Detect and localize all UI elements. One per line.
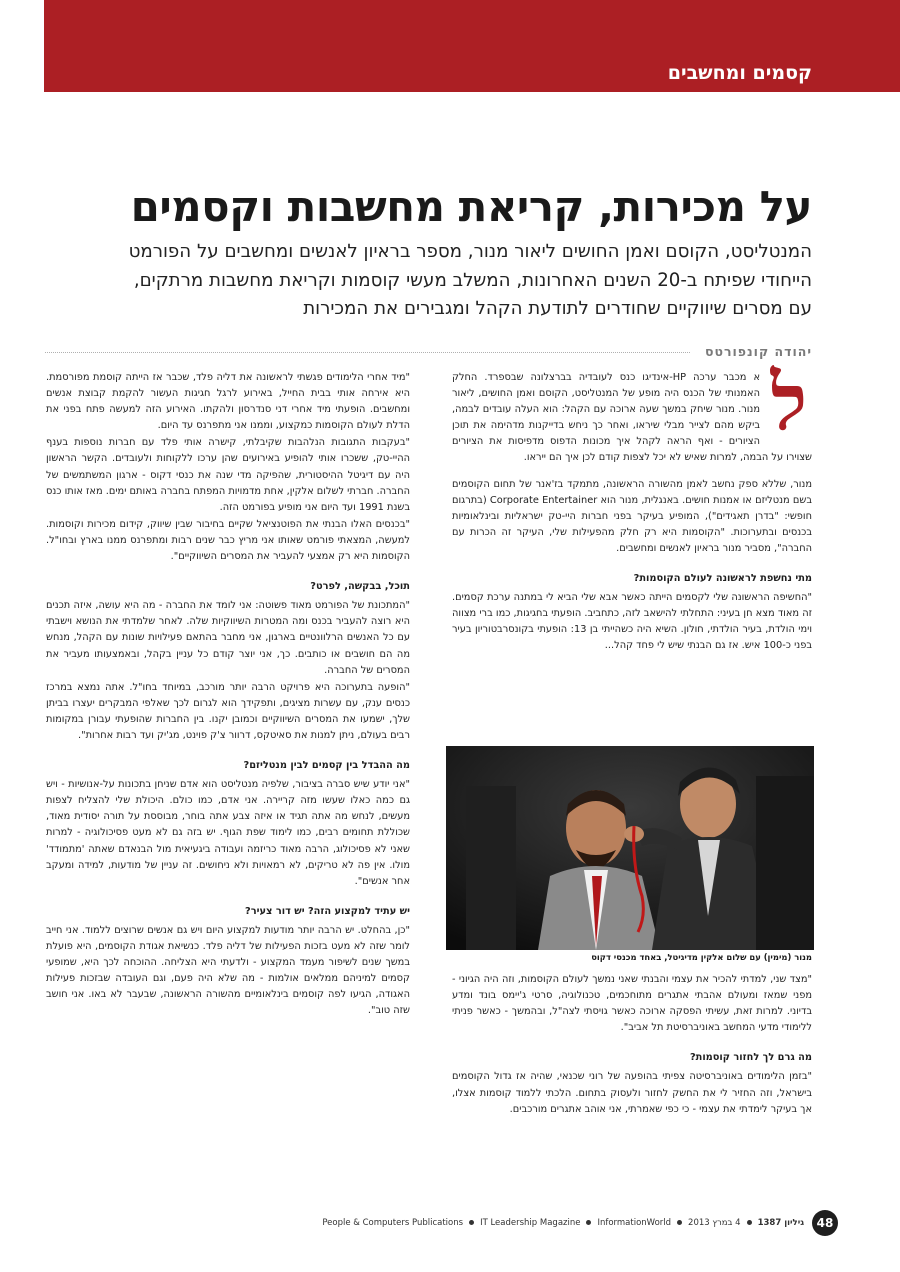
footer-date: 4 במרץ 2013 [688, 1218, 741, 1228]
bullet-icon [747, 1220, 752, 1225]
paragraph: "כן, בהחלט. יש הרבה יותר מודעות למקצוע היום ויש גם אנשים שרוצים ללמוד. אני חייב לומר שזה לא מעט בזכות הפעילות של דליה פלד. כנשיאת אגודת הקוסמים, היא פועלת במשך שנים לשיפור מעמד המקצוע - ולדעתי היא הצליחה. ההוכחה לכך היא, שמופעי קסמים למיניהם ממלאים אולמות - מה שלא היה פעם, וגם העובדה שבזכות פעילות האגודה, הגיעו לפה קוסמים בינלאומיים מהשורה הראשונה, שבעבר לא באו. אני חושב שזה טוב". [46, 924, 410, 1017]
paragraph: "מיד אחרי הלימודים פגשתי לראשונה את דליה פלד, שכבר אז הייתה קוסמת מפורסמת. היא אירחה אותי בבית החייל, באירוע לרגל חגיגות העשור להקמת קבוצת אנשים ומחשבים. הופעתי מיד אחרי דני סנדרסון ולהקתו. האירוע הזה למעשה פתח בפני את הדלת לעולם הקוסמות כמקצוע, וממנו אני מתפרנס עד היום. [46, 372, 410, 432]
subtitle-line: המנטליסט, הקוסם ואמן החושים ליאור מנור, מספר בראיון לאנשים ומחשבים על הפורמט [128, 241, 812, 262]
paragraph: "בעקבות התגובות הנלהבות שקיבלתי, קישרה אותי פלד עם חברות נוספות בענף ההיי-טק, ששכרו אותי להופיע באירועים שהן ערכו ללקוחות ולעובדים. הקשר הראשון היה עם דיגיטל ההיסטורית, שהפיקה מדי שנה את כנסי דקוס - ארגון המשתמשים של החברה. חברתי לשלום אלקין, אחת מדמויות המפתח בחברה באותם ימים. מאז אותו כנס בשנת 1991 ועד היום אני מופיע בפורמט הזה. [46, 437, 410, 513]
article-column-right-lower [452, 972, 812, 1119]
footer-issue: גיליון 1387 [757, 1218, 804, 1228]
paragraph: מנור, שללא ספק נחשב לאמן מהשורה הראשונה, מתמקד בז'אנר של תחום הקוסמים בשם מנטליזם או אמנות חושים. באנגלית, מנור הוא Corporate Entertainer (בתרגום חופשי: "בדרן תאגידים"), המופיע בעיקר בפני חברות היי-טק ישראליות ובינלאומיות בכנסים ובתערוכות. "הקוסמות היא רק חלק מהפעילות שלי, העיקר זה הכרות עם החברה", מסביר מנור בראיון לאנשים ומחשבים. [452, 478, 812, 554]
photo-caption: מנור (מימין) עם שלום אלקין מדיגיטל, באחד מכנסי דקוס [591, 952, 812, 962]
interview-question: מתי נחשפת לראשונה לעולם הקוסמות? [633, 573, 812, 585]
paragraph: "החשיפה הראשונה שלי לקסמים הייתה כאשר אבא שלי הביא לי במתנה ערכת קסמים. זה מאוד מצא חן בעיני: התחלתי להישאב לזה, כתחביב. הופעתי בחגיגות, כמו ברי מצווה וימי הולדת, בעיר הולדתי, חולון. השיא היה כשהייתי בן 13: הופעתי בקונסרבטוריון בעיר בפני כ-100 איש. אז גם הבנתי שיש לי פחד קהל... [452, 592, 812, 652]
article-column-right [452, 357, 812, 656]
paragraph: "המתכונת של הפורמט מאוד פשוטה: אני לומד את החברה - מה היא עושה, איזה תכנים היא רוצה להעביר בכנס ומה המטרות השיווקיות שלה. לאחר שלמדתי את הנושא וישבתי עם כל האנשים הרלוונטיים בארגון, אני מחבר בהתאם פעילויות שונות עם הקהל, מנחש מה הם חושבים או כותבים. כך, אני יוצר קודם כל עניין בקהל, ובאמצעותו מעביר את המסרים של החברה. [46, 600, 410, 676]
author-byline: יהודה קונפורטס [704, 344, 812, 359]
page-footer [322, 1218, 804, 1228]
footer-publication: InformationWorld [597, 1218, 672, 1228]
paragraph: "בכנסים האלו הבנתי את הפוטנציאל שקיים בחיבור שבין שיווק, קידום מכירות וקוסמות. למעשה, המצאתי פורמט שאותו אני מריץ כבר שנים רבות ומתפרנס ממנו בארץ ובחו"ל. הקוסמות היא רק אמצעי להעביר את המסרים השיווקיים". [46, 518, 410, 563]
photo-illustration [446, 746, 814, 950]
interview-question: מה ההבדל בין קסמים לבין מנטליזם? [243, 760, 410, 772]
article-column-left [46, 370, 410, 1020]
footer-publisher: People & Computers Publications [322, 1218, 464, 1228]
interview-question: יש עתיד למקצוע הזה? יש דור צעיר? [245, 905, 410, 917]
byline-divider [45, 352, 690, 353]
paragraph: "הופעה בתערוכה היא פרויקט הרבה יותר מורכב, במיוחד בחו"ל. אתה נמצא במרכז כנסים ענק, עם עשרות מציגים, ותפקידך הוא לגרום לכך שאלפי המבקרים יעצרו בביתן שלך, ישמעו את המסרים השיווקיים וכמובן יקנו. בין החברות שהופעתי עבורן במקומות רבים בעולם, ניתן למנות את סאיטקס, דרוור צ'ק פוינט, מג'יק ועד רבות אחרות". [46, 681, 410, 741]
paragraph: "בזמן הלימודים באוניברסיטה צפיתי בהופעה של רוני שכנאי, שהיה אז גדול הקוסמים בישראל, וזה החזיר לי את החשק לחזור ולעסוק בתחום. הלכתי ללמוד קוסמות אצלו, אך בעיקר לימדתי את עצמי - כי כפי שאמרתי, אני אוהב אתגרים מורכבים. [452, 1071, 812, 1115]
bullet-icon [677, 1220, 682, 1225]
article-subtitle [52, 238, 812, 324]
bullet-icon [469, 1220, 474, 1225]
paragraph: "אני יודע שיש סברה בציבור, שלפיה מנטליסט הוא אדם שניחן בתכונות על-אנושיות - ויש גם כמה כאלו שעשו מזה קריירה. אני אדם, כמו כולם. היכולת שלי להצליח לצפות מעשים, לנחש מה אתה תגיד או איזה צבע אתה בוחר, מבוססת על תורה יסודית מאוד, שכוללת תחומים רבים, כמו לימוד שפת הגוף. יש בזה גם לא מעט פסיכולוגיה - למרות שאני לא פסיכולוג, הרבה מאוד כריזמה ועבודה ביגעיאית מול הבנאדם שאתה 'מתמודד' מולו. אין פה לא טריקים, לא רמאויות ולא ניחושים. זה עניין של מודעות, למידה ומעקב אחר אנשים". [46, 779, 410, 887]
article-photo [446, 746, 814, 950]
article-title: על מכירות, קריאת מחשבות וקסמים [130, 182, 812, 231]
section-label: קסמים ומחשבים [667, 62, 812, 84]
subtitle-line: הייחודי שפיתח ב-20 השנים האחרונות, המשלב מעשי קוסמות וקריאת מחשבות מרתקים, [133, 269, 812, 291]
drop-cap: ל [770, 357, 808, 448]
interview-question: מה גרם לך לחזור קוסמות? [689, 1052, 812, 1064]
interview-question: תוכל, בבקשה, לפרט? [310, 581, 410, 593]
paragraph: א מכבר ערכה HP-אינדיגו כנס לעובדיה בברצלונה שבספרד. החלק האמנותי של הכנס היה מופע של המנטליסט, הקוסם ואמן החושים, ליאור מנור. מנור שיחק במשך שעה ארוכה עם הקהל: הוא העלה עובדים לבמה, ביקש מהם לצייר מבלי שיראו, ואחר כך ניחש בדייקנות מדהימה את תוכן הציורים - ואף הראה לקהל איך מכונות הדפוס מדפיסות את הציורים שצוירו על הבמה, למרות שאיש לא יכל לצפות קודם לכן איך הם ייראו. [452, 372, 812, 464]
subtitle-line: עם מסרים שיווקיים שחודרים לתודעת הקהל ומגבירים את המכירות [303, 298, 812, 319]
footer-publication: IT Leadership Magazine [480, 1218, 581, 1228]
bullet-icon [586, 1220, 591, 1225]
paragraph: "מצד שני, למדתי להכיר את עצמי והבנתי שאני נמשך לעולם הקוסמות, וזה היה הגיוני - מפני שמאז ומעולם אהבתי אתגרים מתוחכמים, טכנולוגיה, סרטי ג'יימס בונד ומדע בדיוני. למרות זאת, עשיתי הפסקה ארוכה כאשר גויסתי לצה"ל, ובהמשך - כאשר פניתי ללימודי מדעי המחשב באוניברסיטת תל אביב". [452, 974, 812, 1034]
page-number: 48 [812, 1210, 838, 1236]
